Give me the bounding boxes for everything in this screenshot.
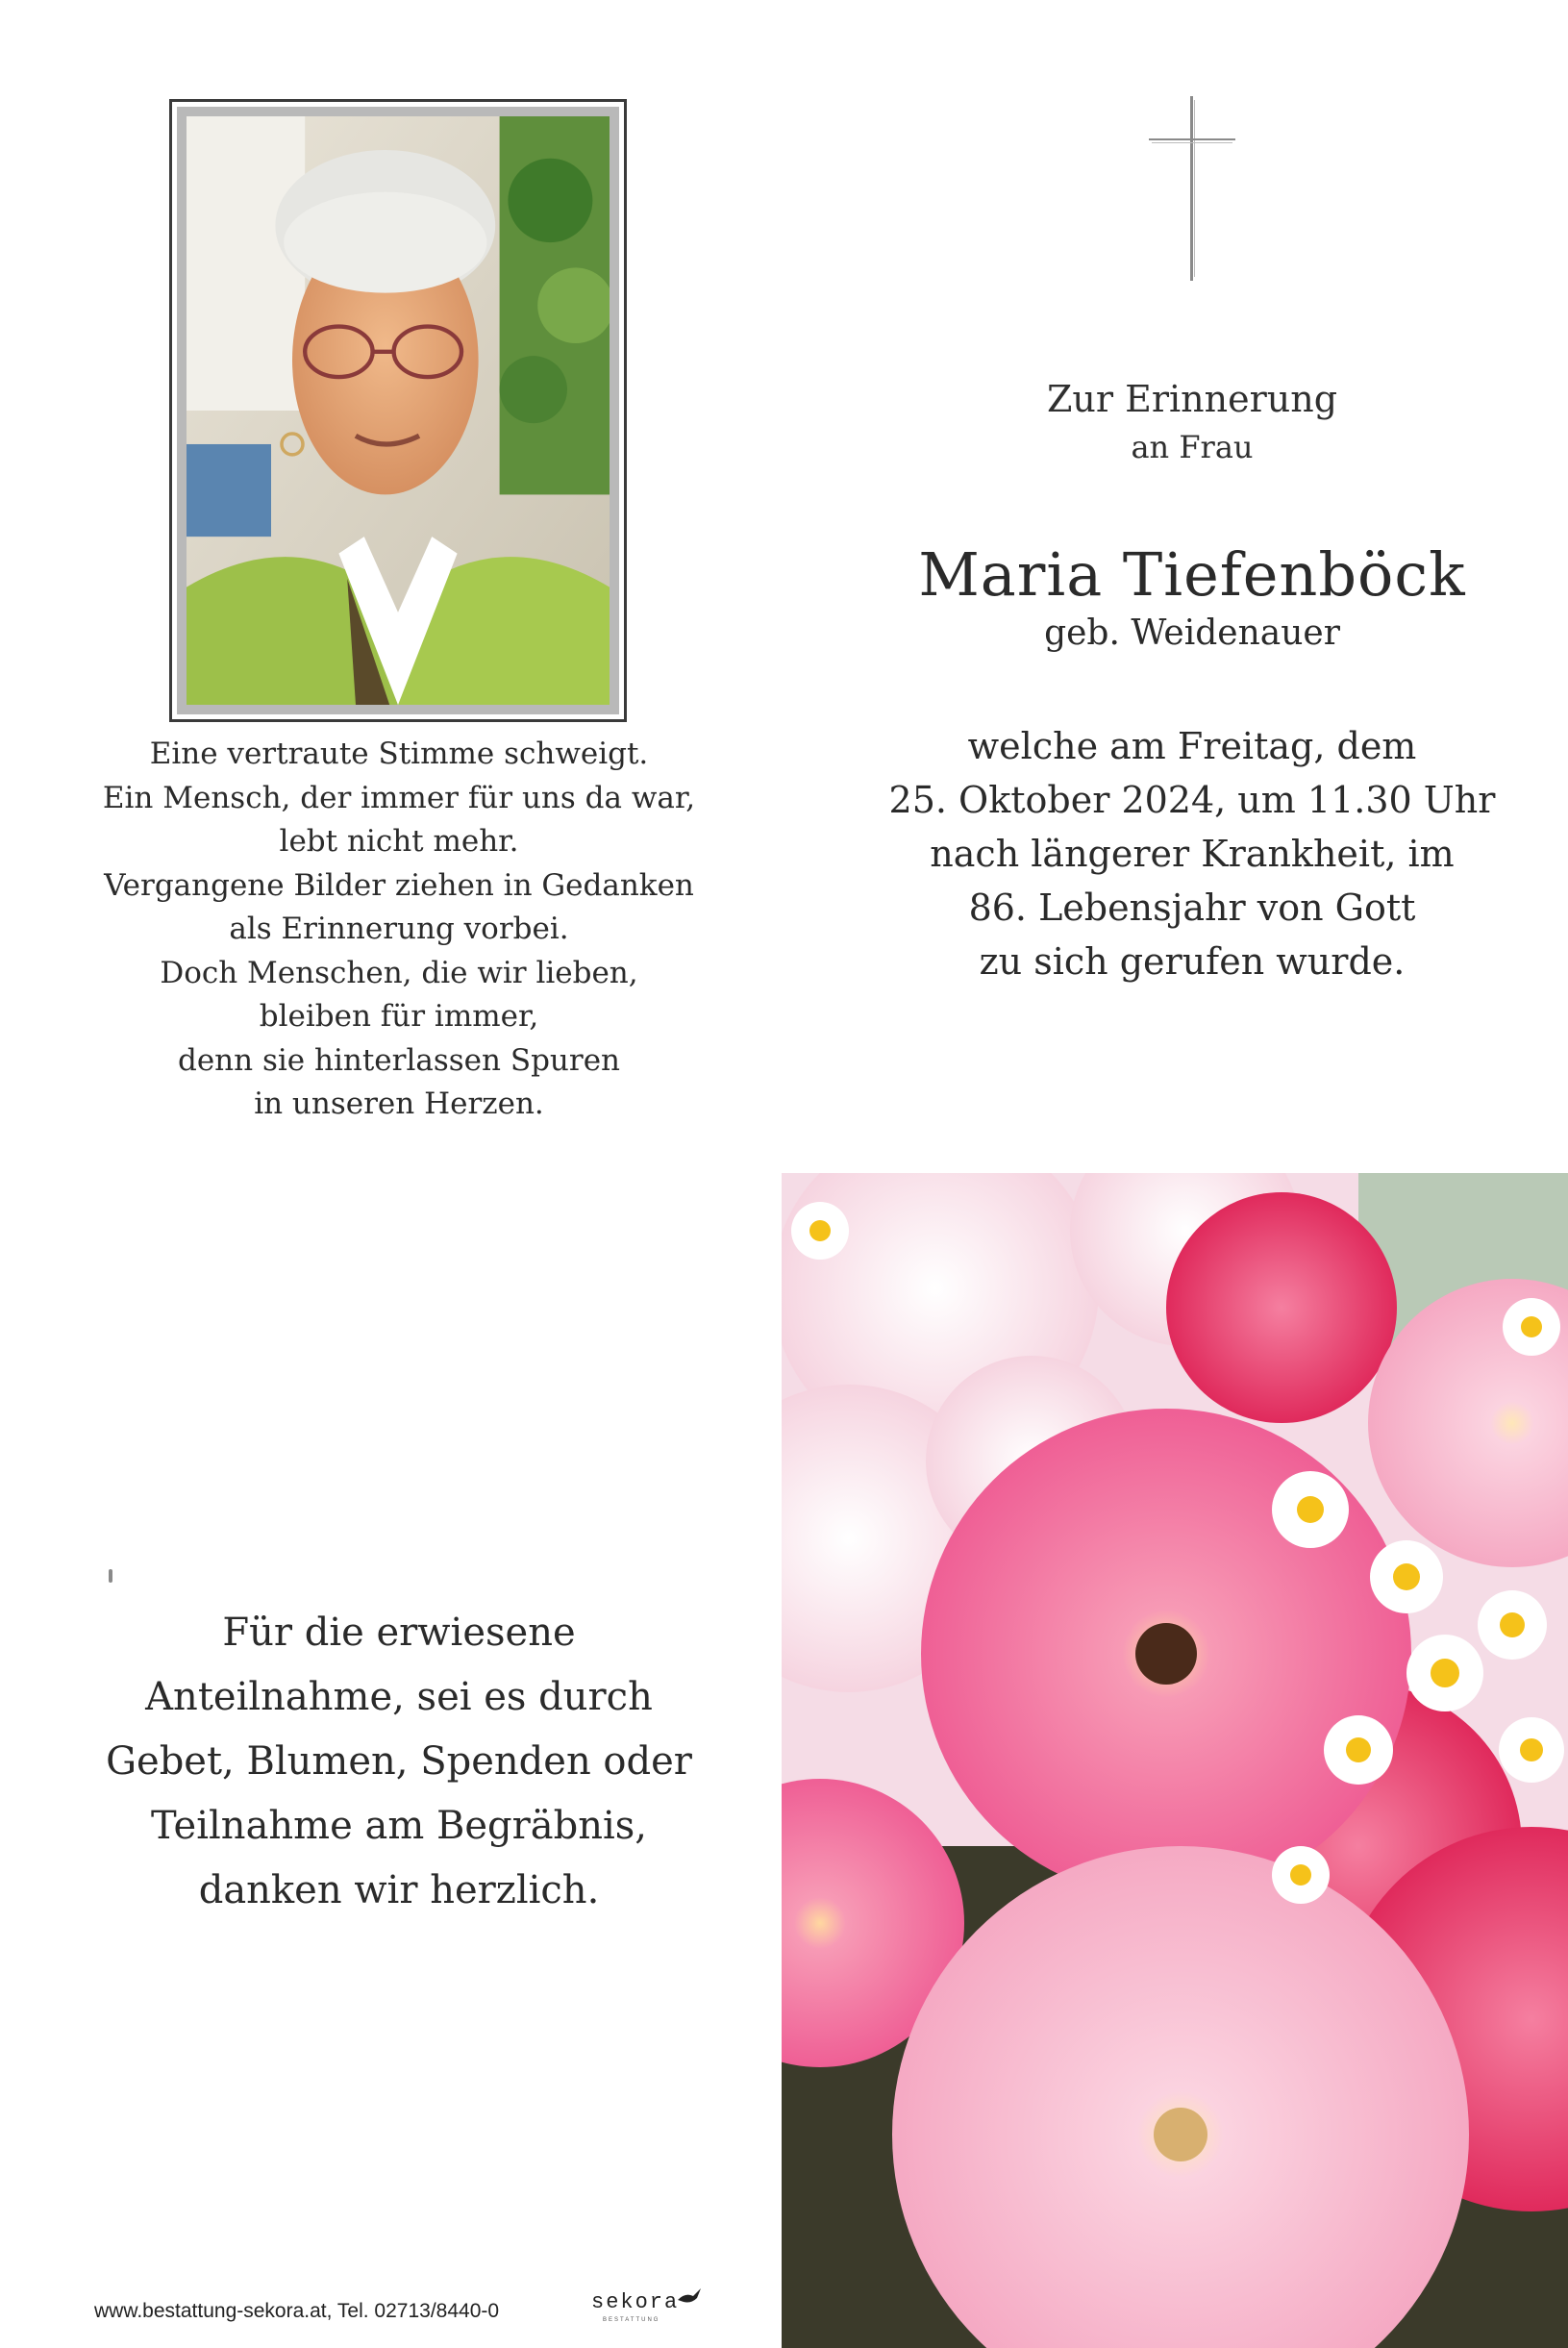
poem-line: lebt nicht mehr. xyxy=(279,824,519,859)
death-notice xyxy=(827,719,1557,988)
flower-photo xyxy=(782,1173,1568,2348)
poem-line: Eine vertraute Stimme schweigt. xyxy=(149,737,649,771)
poem-line: Ein Mensch, der immer für uns da war, xyxy=(102,780,696,815)
thanks-line: Anteilnahme, sei es durch xyxy=(145,1675,653,1719)
remembrance-heading xyxy=(827,375,1557,471)
remembrance-line: Zur Erinnerung xyxy=(1046,378,1338,420)
poem-line: als Erinnerung vorbei. xyxy=(229,912,569,946)
poem-line: Doch Menschen, die wir lieben, xyxy=(160,955,638,990)
flower-image xyxy=(782,1173,1568,2348)
thanks-text xyxy=(58,1601,740,1923)
thanks-line: Gebet, Blumen, Spenden oder xyxy=(106,1739,692,1784)
logo-text: sekora xyxy=(591,2290,680,2314)
portrait-photo xyxy=(177,107,619,714)
cross-icon xyxy=(1144,96,1240,281)
remembrance-line: an Frau xyxy=(1131,429,1254,465)
death-notice-line: 86. Lebensjahr von Gott xyxy=(968,887,1416,929)
logo-subtext: BESTATTUNG xyxy=(603,2317,660,2323)
poem-line: Vergangene Bilder ziehen in Gedanken xyxy=(104,867,694,903)
poem-line: in unseren Herzen. xyxy=(254,1087,544,1121)
sekora-logo xyxy=(591,2286,705,2329)
poem-line: bleiben für immer, xyxy=(259,999,539,1034)
death-notice-line: zu sich gerufen wurde. xyxy=(979,940,1406,983)
scan-speck xyxy=(109,1569,112,1583)
poem xyxy=(77,733,721,1127)
poem-line: denn sie hinterlassen Spuren xyxy=(177,1042,621,1078)
thanks-line: Teilnahme am Begräbnis, xyxy=(150,1804,648,1848)
footer-contact: www.bestattung-sekora.at, Tel. 02713/8440-0 xyxy=(94,2300,500,2322)
thanks-line: Für die erwiesene xyxy=(222,1611,576,1655)
death-notice-line: welche am Freitag, dem xyxy=(967,725,1417,767)
death-notice-line: 25. Oktober 2024, um 11.30 Uhr xyxy=(888,779,1496,821)
death-notice-line: nach längerer Krankheit, im xyxy=(930,833,1455,875)
bird-icon xyxy=(676,2286,703,2308)
thanks-line: danken wir herzlich. xyxy=(198,1868,600,1912)
deceased-name: Maria Tiefenböck xyxy=(918,539,1466,610)
portrait-image xyxy=(187,116,610,705)
portrait-frame xyxy=(169,99,627,722)
maiden-name: geb. Weidenauer xyxy=(1044,613,1340,653)
